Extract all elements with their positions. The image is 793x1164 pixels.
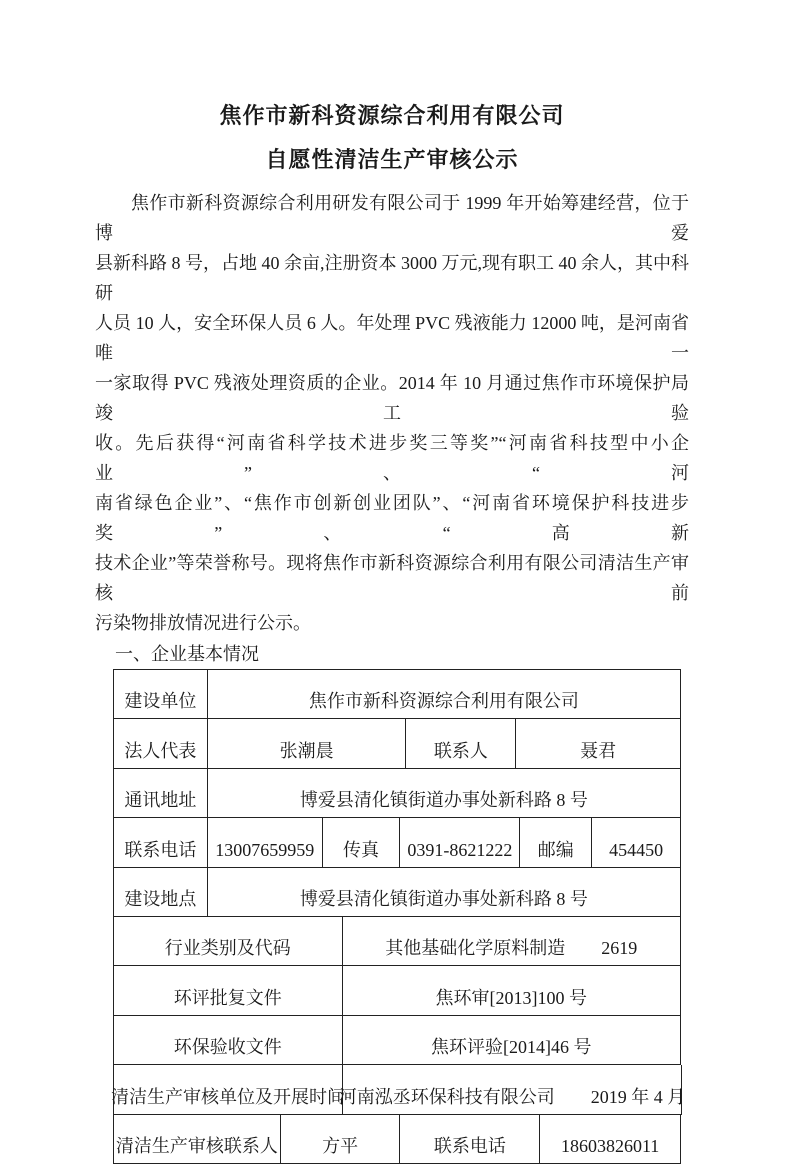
table-row	[114, 1115, 681, 1164]
paragraph-line: 县新科路 8 号，占地 40 余亩,注册资本 3000 万元,现有职工 40 余人，其中科研	[95, 253, 689, 303]
document-content	[95, 100, 689, 1164]
table-cell: 其他基础化学原料制造 2619	[343, 917, 681, 966]
table-cell: 环保验收文件	[114, 1016, 343, 1065]
table-cell: 河南泓丞环保科技有限公司 2019 年 4 月	[343, 1065, 682, 1114]
body-paragraph	[95, 188, 689, 638]
table-row	[114, 670, 681, 719]
table-cell: 聂君	[516, 719, 681, 768]
table-row	[114, 966, 681, 1015]
table-cell: 建设单位	[114, 670, 208, 719]
document-title: 焦作市新科资源综合利用有限公司	[219, 103, 565, 128]
table-cell: 环评批复文件	[114, 966, 343, 1015]
table-cell: 联系电话	[114, 818, 208, 867]
table-cell: 13007659959	[208, 818, 323, 867]
paragraph-line: 收。先后获得“河南省科学技术进步奖三等奖”“河南省科技型中小企业”、“河	[95, 433, 689, 483]
table-cell: 焦环评验[2014]46 号	[343, 1016, 681, 1065]
table-cell: 博爱县清化镇街道办事处新科路 8 号	[208, 769, 681, 818]
table-cell: 0391-8621222	[400, 818, 520, 867]
table-row	[111, 1065, 686, 1114]
table-cell: 联系人	[406, 719, 516, 768]
table-row	[114, 868, 681, 917]
company-info-table	[111, 669, 686, 1164]
table-cell: 邮编	[520, 818, 592, 867]
table-cell: 454450	[592, 818, 681, 867]
table-cell: 18603826011	[540, 1115, 681, 1164]
table-cell: 清洁生产审核联系人	[114, 1115, 281, 1164]
table-cell: 法人代表	[114, 719, 208, 768]
table-cell: 焦环审[2013]100 号	[343, 966, 681, 1015]
paragraph-line: 南省绿色企业”、“焦作市创新创业团队”、“河南省环境保护科技进步奖”、“高新	[95, 493, 689, 543]
table-cell: 联系电话	[400, 1115, 540, 1164]
table-cell: 行业类别及代码	[114, 917, 343, 966]
table-row	[114, 917, 681, 966]
table-cell: 清洁生产审核单位及开展时间	[114, 1065, 343, 1114]
table-cell: 建设地点	[114, 868, 208, 917]
table-cell: 传真	[323, 818, 401, 867]
paragraph-line: 焦作市新科资源综合利用研发有限公司于 1999 年开始筹建经营，位于博爱	[95, 193, 689, 243]
table-row	[114, 1016, 681, 1065]
table-row	[114, 769, 681, 818]
table-cell: 通讯地址	[114, 769, 208, 818]
table-row	[114, 719, 681, 768]
paragraph-line: 技术企业”等荣誉称号。现将焦作市新科资源综合利用有限公司清洁生产审核前	[95, 553, 689, 603]
table-cell: 焦作市新科资源综合利用有限公司	[208, 670, 681, 719]
document-subtitle: 自愿性清洁生产审核公示	[265, 147, 519, 172]
table-cell: 张潮晨	[208, 719, 407, 768]
table-cell: 博爱县清化镇街道办事处新科路 8 号	[208, 868, 681, 917]
paragraph-line: 人员 10 人，安全环保人员 6 人。年处理 PVC 残液能力 12000 吨，是河南省唯一	[95, 313, 689, 363]
paragraph-line: 污染物排放情况进行公示。	[95, 613, 311, 633]
table-row	[114, 818, 681, 867]
section-heading: 一、企业基本情况	[115, 644, 259, 664]
table-cell: 方平	[281, 1115, 401, 1164]
paragraph-line: 一家取得 PVC 残液处理资质的企业。2014 年 10 月通过焦作市环境保护局竣工验	[95, 373, 689, 423]
